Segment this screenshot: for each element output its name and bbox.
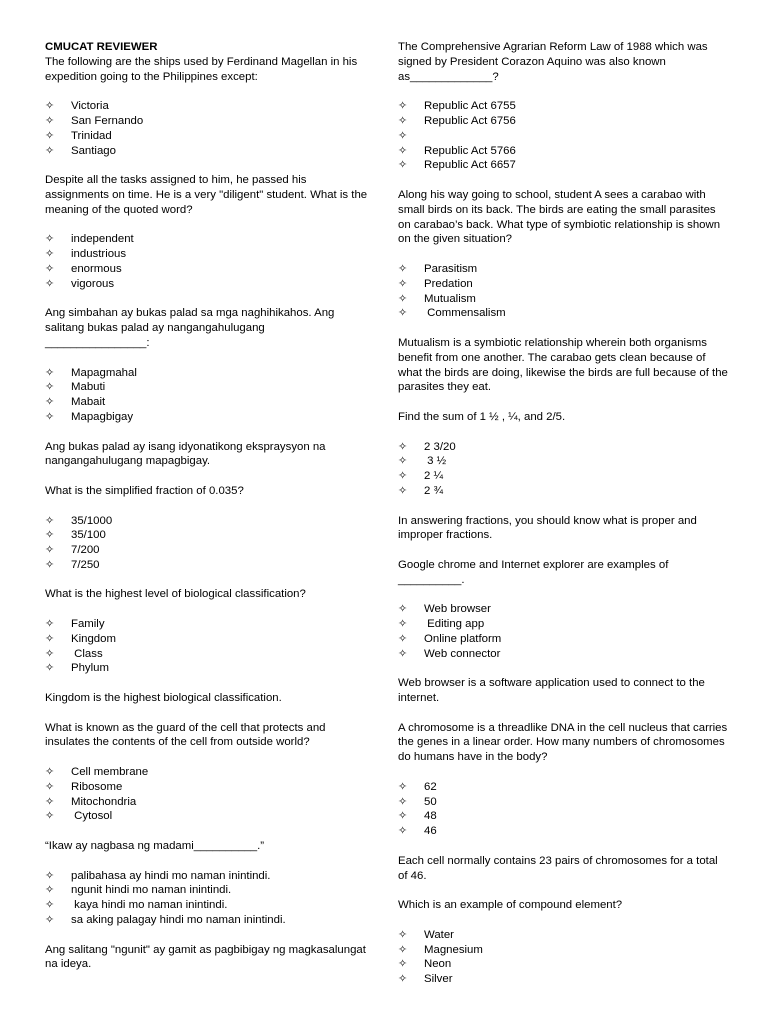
option-item (45, 898, 370, 913)
option-text: Editing app (424, 618, 485, 631)
option-item (45, 277, 370, 292)
four-point-star-bullet-icon: ✧ (45, 129, 55, 142)
four-point-star-bullet-icon: ✧ (398, 440, 408, 453)
options-ships (45, 99, 370, 158)
option-text: 35/1000 (71, 514, 113, 527)
question-browsers: Google chrome and Internet explorer are examples of __________. (398, 558, 669, 586)
option-item (45, 262, 370, 277)
option-text: Mapagmahal (71, 366, 137, 379)
four-point-star-bullet-icon: ✧ (45, 662, 55, 675)
option-item (398, 292, 728, 307)
option-text: Republic Act 6657 (424, 159, 516, 172)
option-item (45, 632, 370, 647)
option-text: vigorous (71, 277, 115, 290)
option-item (398, 440, 728, 455)
option-text: Mapagbigay (71, 410, 134, 423)
four-point-star-bullet-icon: ✧ (45, 647, 55, 660)
four-point-star-bullet-icon: ✧ (45, 233, 55, 246)
option-text: 7/200 (71, 544, 100, 557)
four-point-star-bullet-icon: ✧ (398, 114, 408, 127)
option-text: Online platform (424, 632, 502, 645)
option-text: Magnesium (424, 943, 483, 956)
option-text: Cell membrane (71, 766, 149, 779)
option-item (45, 913, 370, 928)
four-point-star-bullet-icon: ✧ (398, 129, 408, 142)
option-item (45, 528, 370, 543)
option-text: 46 (424, 825, 437, 838)
options-classification (45, 617, 370, 676)
options-chromosomes (398, 780, 728, 839)
four-point-star-bullet-icon: ✧ (398, 262, 408, 275)
four-point-star-bullet-icon: ✧ (398, 470, 408, 483)
four-point-star-bullet-icon: ✧ (45, 899, 55, 912)
option-item (45, 247, 370, 262)
question-cell-guard: What is known as the guard of the cell that protects and insulates the contents of the cell from outside world? (45, 721, 326, 749)
four-point-star-bullet-icon: ✧ (45, 618, 55, 631)
explanation-symbiosis: Mutualism is a symbiotic relationship wherein both organisms benefit from one another. The carabao gets clean because of what the birds are doing, likewise the birds are full because of the parasites they eat. (398, 336, 728, 394)
option-item (398, 617, 728, 632)
question-bukas-palad: Ang simbahan ay bukas palad sa mga naghihikahos. Ang salitang bukas palad ay nangangahulugang ________________: (45, 307, 335, 349)
option-item (398, 795, 728, 810)
option-text: Santiago (71, 144, 116, 157)
four-point-star-bullet-icon: ✧ (45, 558, 55, 571)
question-symbiosis: Along his way going to school, student A sees a carabao with small birds on its back. The birds are eating the small parasites on carabao’s back. What type of symbiotic relationship is shown on the given situation? (398, 188, 721, 246)
option-text: Republic Act 5766 (424, 144, 516, 157)
four-point-star-bullet-icon: ✧ (398, 632, 408, 645)
option-text: 7/250 (71, 558, 100, 571)
options-browsers (398, 602, 728, 661)
option-item (398, 277, 728, 292)
four-point-star-bullet-icon: ✧ (398, 144, 408, 157)
four-point-star-bullet-icon: ✧ (398, 100, 408, 113)
option-item (398, 972, 728, 987)
four-point-star-bullet-icon: ✧ (45, 869, 55, 882)
option-text: Trinidad (71, 129, 112, 142)
four-point-star-bullet-icon: ✧ (398, 484, 408, 497)
four-point-star-bullet-icon: ✧ (45, 780, 55, 793)
option-item (398, 809, 728, 824)
four-point-star-bullet-icon: ✧ (45, 396, 55, 409)
four-point-star-bullet-icon: ✧ (398, 455, 408, 468)
option-text: Mabait (71, 396, 106, 409)
option-text: Phylum (71, 662, 109, 675)
option-text: Web browser (424, 603, 491, 616)
question-ngunit: “Ikaw ay nagbasa ng madami__________.” (45, 840, 265, 853)
explanation-chromosomes: Each cell normally contains 23 pairs of chromosomes for a total of 46. (398, 854, 718, 882)
option-item (398, 262, 728, 277)
question-classification: What is the highest level of biological classification? (45, 588, 306, 601)
option-item (45, 99, 370, 114)
explanation-browsers: Web browser is a software application used to connect to the internet. (398, 677, 705, 705)
option-text: Mitochondria (71, 795, 137, 808)
option-item (45, 144, 370, 159)
option-text: Victoria (71, 100, 109, 113)
option-text: independent (71, 233, 134, 246)
option-item (398, 943, 728, 958)
option-item (398, 158, 728, 173)
question-chromosomes: A chromosome is a threadlike DNA in the cell nucleus that carries the genes in a linear order. How many numbers of chromosomes do humans have in the body? (398, 721, 728, 764)
option-item (45, 543, 370, 558)
option-text: 3 ½ (424, 455, 447, 468)
option-text: Ribosome (71, 780, 123, 793)
option-item (398, 824, 728, 839)
options-cell-guard (45, 765, 370, 824)
option-item (45, 869, 370, 884)
options-compound (398, 928, 728, 987)
option-text: 62 (424, 780, 437, 793)
four-point-star-bullet-icon: ✧ (45, 410, 55, 423)
four-point-star-bullet-icon: ✧ (398, 307, 408, 320)
option-text: 35/100 (71, 529, 106, 542)
four-point-star-bullet-icon: ✧ (398, 277, 408, 290)
option-item (45, 780, 370, 795)
option-item (398, 99, 728, 114)
document-title: CMUCAT REVIEWER (45, 41, 158, 53)
option-item (398, 602, 728, 617)
option-item (45, 795, 370, 810)
option-text: 48 (424, 810, 437, 823)
explanation-ngunit: Ang salitang "ngunit" ay gamit as pagbibigay ng magkasalungat na ideya. (45, 943, 366, 971)
option-item (45, 558, 370, 573)
option-item (398, 129, 728, 144)
four-point-star-bullet-icon: ✧ (45, 100, 55, 113)
question-agrarian-law: The Comprehensive Agrarian Reform Law of 1988 which was signed by President Corazon Aquino was also known as_____________? (398, 41, 708, 83)
option-item (398, 780, 728, 795)
option-text: Class (71, 647, 103, 660)
four-point-star-bullet-icon: ✧ (398, 810, 408, 823)
option-text: Mabuti (71, 381, 106, 394)
option-item (45, 232, 370, 247)
four-point-star-bullet-icon: ✧ (398, 618, 408, 631)
option-text: Family (71, 618, 105, 631)
four-point-star-bullet-icon: ✧ (45, 381, 55, 394)
option-item (398, 306, 728, 321)
four-point-star-bullet-icon: ✧ (45, 766, 55, 779)
option-text: ngunit hindi mo naman inintindi. (71, 884, 232, 897)
left-column (45, 40, 370, 987)
option-text: Water (424, 928, 454, 941)
options-agrarian-law (398, 99, 728, 173)
option-text: Republic Act 6756 (424, 114, 516, 127)
four-point-star-bullet-icon: ✧ (45, 114, 55, 127)
question-diligent: Despite all the tasks assigned to him, he passed his assignments on time. He is a very "diligent" student. What is the meaning of the quoted word? (45, 174, 368, 216)
options-diligent (45, 232, 370, 291)
four-point-star-bullet-icon: ✧ (398, 780, 408, 793)
question-ships: The following are the ships used by Ferdinand Magellan in his expedition going to the Philippines except: (45, 55, 358, 83)
option-item (398, 957, 728, 972)
option-item (45, 366, 370, 381)
four-point-star-bullet-icon: ✧ (398, 928, 408, 941)
four-point-star-bullet-icon: ✧ (45, 277, 55, 290)
four-point-star-bullet-icon: ✧ (45, 795, 55, 808)
option-text: Web connector (424, 647, 501, 660)
four-point-star-bullet-icon: ✧ (45, 366, 55, 379)
four-point-star-bullet-icon: ✧ (45, 884, 55, 897)
option-item (398, 469, 728, 484)
question-sum-fractions: Find the sum of 1 ½ , ¼, and 2/5. (398, 410, 566, 423)
four-point-star-bullet-icon: ✧ (398, 647, 408, 660)
option-text: Silver (424, 973, 453, 986)
options-bukas-palad (45, 366, 370, 425)
four-point-star-bullet-icon: ✧ (398, 958, 408, 971)
options-fraction (45, 514, 370, 573)
option-text: industrious (71, 248, 127, 261)
four-point-star-bullet-icon: ✧ (45, 632, 55, 645)
option-text: Cytosol (71, 810, 113, 823)
four-point-star-bullet-icon: ✧ (398, 603, 408, 616)
option-item (398, 484, 728, 499)
four-point-star-bullet-icon: ✧ (398, 825, 408, 838)
option-text: 2 ¼ (424, 470, 443, 483)
four-point-star-bullet-icon: ✧ (398, 292, 408, 305)
options-ngunit (45, 869, 370, 928)
four-point-star-bullet-icon: ✧ (398, 159, 408, 172)
option-item (45, 647, 370, 662)
four-point-star-bullet-icon: ✧ (45, 810, 55, 823)
four-point-star-bullet-icon: ✧ (45, 514, 55, 527)
right-column (398, 40, 728, 1002)
option-text: Predation (424, 277, 473, 290)
option-text: 2 ¾ (424, 484, 443, 497)
four-point-star-bullet-icon: ✧ (398, 795, 408, 808)
option-item (398, 647, 728, 662)
option-text: Commensalism (424, 307, 506, 320)
option-item (45, 514, 370, 529)
option-item (45, 883, 370, 898)
explanation-classification: Kingdom is the highest biological classification. (45, 692, 282, 705)
four-point-star-bullet-icon: ✧ (45, 262, 55, 275)
option-item (45, 410, 370, 425)
option-item (398, 114, 728, 129)
option-text: Mutualism (424, 292, 476, 305)
four-point-star-bullet-icon: ✧ (398, 973, 408, 986)
option-text: San Fernando (71, 114, 144, 127)
option-item (45, 661, 370, 676)
option-item (45, 114, 370, 129)
four-point-star-bullet-icon: ✧ (45, 914, 55, 927)
four-point-star-bullet-icon: ✧ (45, 248, 55, 261)
four-point-star-bullet-icon: ✧ (45, 529, 55, 542)
option-item (398, 144, 728, 159)
options-sum-fractions (398, 440, 728, 499)
option-text: palibahasa ay hindi mo naman inintindi. (71, 869, 271, 882)
option-item (398, 454, 728, 469)
option-item (45, 129, 370, 144)
option-text: Republic Act 6755 (424, 100, 516, 113)
option-text: sa aking palagay hindi mo naman inintindi. (71, 914, 286, 927)
option-item (45, 617, 370, 632)
option-item (45, 380, 370, 395)
explanation-bukas-palad: Ang bukas palad ay isang idyonatikong ekspraysyon na nangangahulugang mapagbigay. (45, 440, 326, 468)
options-symbiosis (398, 262, 728, 321)
option-item (45, 765, 370, 780)
option-text: Parasitism (424, 262, 478, 275)
option-text: Neon (424, 958, 452, 971)
option-text: 2 3/20 (424, 440, 456, 453)
four-point-star-bullet-icon: ✧ (45, 144, 55, 157)
option-item (45, 395, 370, 410)
option-item (45, 809, 370, 824)
question-fraction: What is the simplified fraction of 0.035? (45, 484, 244, 497)
option-item (398, 928, 728, 943)
option-text: kaya hindi mo naman inintindi. (71, 899, 228, 912)
question-compound: Which is an example of compound element? (398, 899, 623, 912)
option-item (398, 632, 728, 647)
explanation-fractions: In answering fractions, you should know what is proper and improper fractions. (398, 514, 697, 542)
option-text: enormous (71, 262, 122, 275)
four-point-star-bullet-icon: ✧ (45, 544, 55, 557)
four-point-star-bullet-icon: ✧ (398, 943, 408, 956)
option-text: 50 (424, 795, 437, 808)
option-text: Kingdom (71, 632, 116, 645)
